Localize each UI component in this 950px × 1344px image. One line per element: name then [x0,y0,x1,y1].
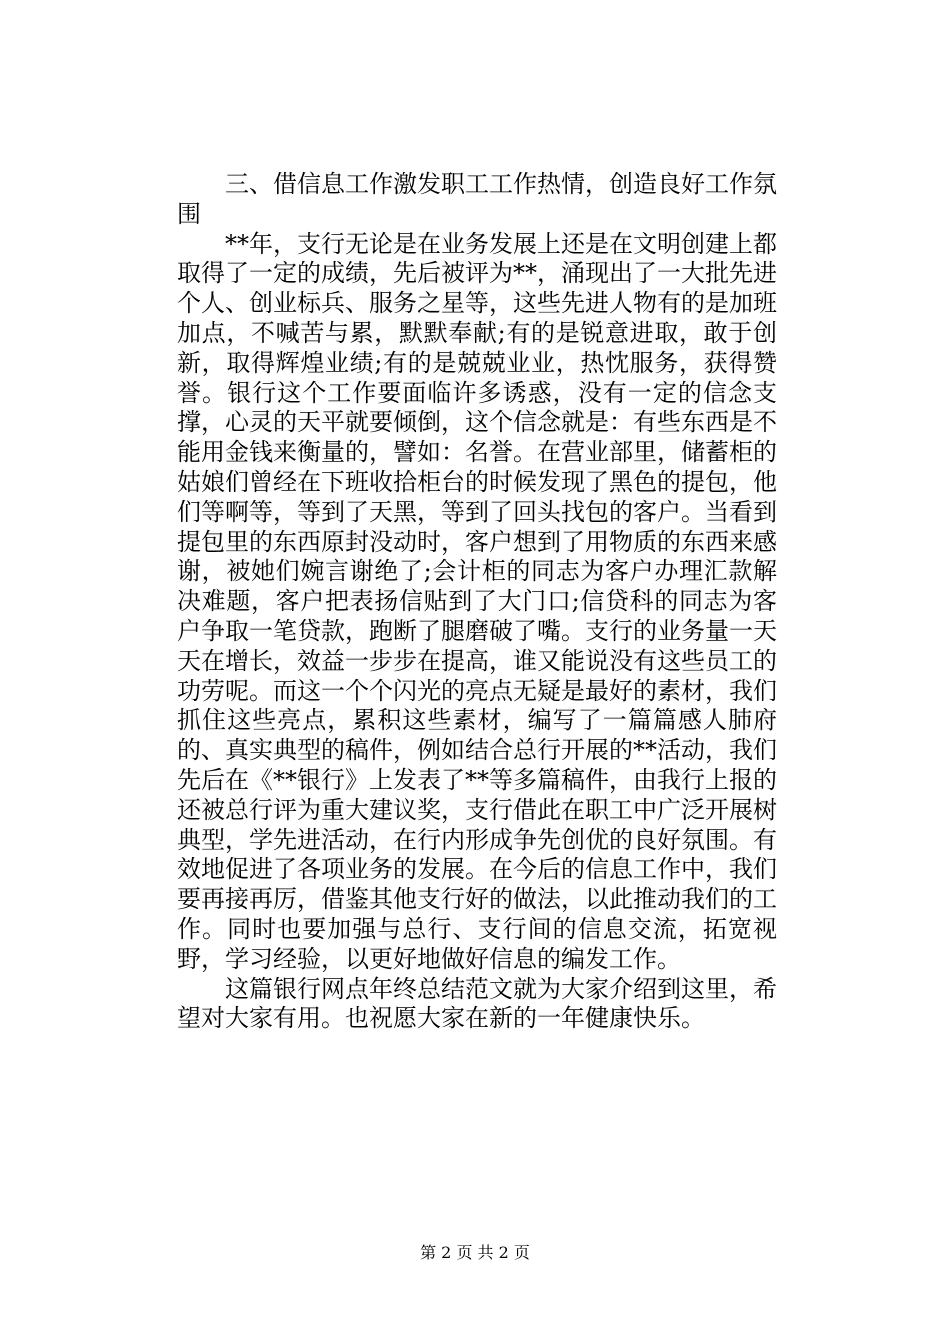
section-heading: 三、借信息工作激发职工工作热情，创造良好工作氛围 [177,170,777,228]
body-paragraph: **年，支行无论是在业务发展上还是在文明创建上都取得了一定的成绩，先后被评为**，涌现出了一大批先进个人、创业标兵、服务之星等，这些先进人物有的是加班加点，不喊苦与累，默默奉献;有的是锐意进取，敢于创新，取得辉煌业绩;有的是兢兢业业，热忱服务，获得赞誉。银行这个工作要面临许多诱惑，没有一定的信念支撑，心灵的天平就要倾倒，这个信念就是：有些东西是不能用金钱来衡量的，譬如：名誉。在营业部里，储蓄柜的姑娘们曾经在下班收拾柜台的时候发现了黑色的提包，他们等啊等，等到了天黑，等到了回头找包的客户。当看到提包里的东西原封没动时，客户想到了用物质的东西来感谢，被她们婉言谢绝了;会计柜的同志为客户办理汇款解决难题，客户把表扬信贴到了大门口;信贷科的同志为客户争取一笔贷款，跑断了腿磨破了嘴。支行的业务量一天天在增长，效益一步步在提高，谁又能说没有这些员工的功劳呢。而这一个个闪光的亮点无疑是最好的素材，我们抓住这些亮点，累积这些素材，编写了一篇篇感人肺府的、真实典型的稿件，例如结合总行开展的**活动，我们先后在《**银行》上发表了**等多篇稿件，由我行上报的还被总行评为重大建议奖，支行借此在职工中广泛开展树典型，学先进活动，在行内形成争先创优的良好氛围。有效地促进了各项业务的发展。在今后的信息工作中，我们要再接再厉，借鉴其他支行好的做法，以此推动我们的工作。同时也要加强与总行、支行间的信息交流，拓宽视野，学习经验，以更好地做好信息的编发工作。 [177,229,777,973]
page-footer: 第 2 页 共 2 页 [420,1243,530,1262]
document-body [177,170,777,1034]
closing-paragraph: 这篇银行网点年终总结范文就为大家介绍到这里，希望对大家有用。也祝愿大家在新的一年健康快乐。 [177,974,777,1033]
